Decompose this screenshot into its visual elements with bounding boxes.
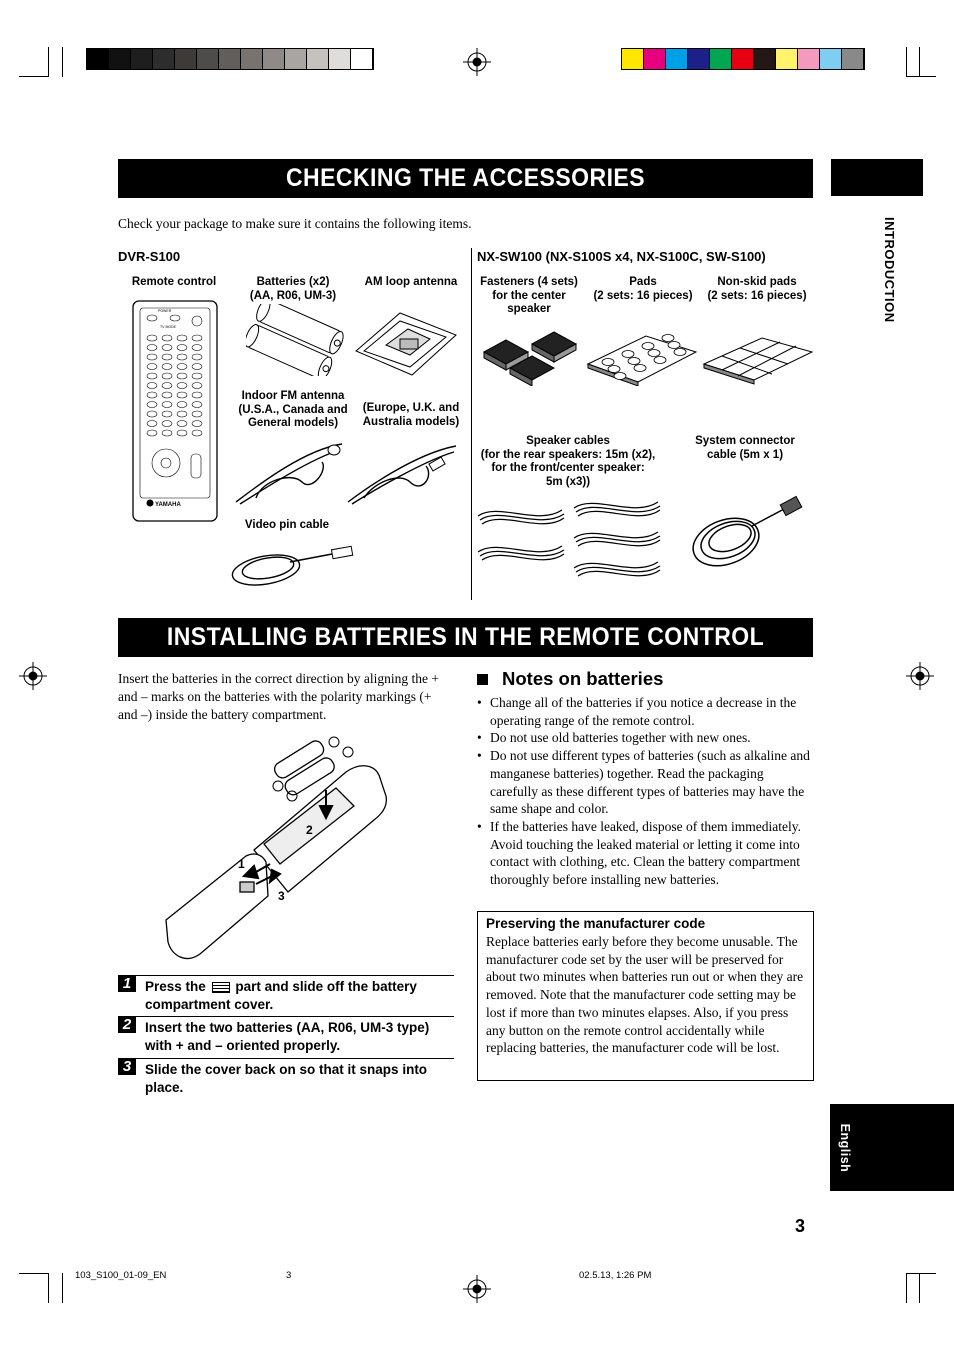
pad-icon — [668, 342, 680, 349]
batteries-label: Batteries (x2) (AA, R06, UM-3) — [249, 276, 337, 302]
pads-label: Pads (2 sets: 16 pieces) — [593, 276, 693, 302]
diagram-label-3: 3 — [278, 889, 285, 903]
pad-icon — [602, 359, 614, 366]
color-swatch — [798, 49, 820, 69]
step-2-text: Insert the two batteries (AA, R06, UM-3 type) with + and – oriented properly. — [145, 1020, 430, 1053]
nonskid-label: Non-skid pads (2 sets: 16 pieces) — [707, 276, 807, 302]
cover-grip-icon — [212, 982, 230, 993]
color-swatch — [622, 49, 644, 69]
step-divider — [118, 1016, 454, 1017]
pad-icon — [608, 366, 620, 373]
step-2-number: 2 — [118, 1016, 136, 1033]
speaker-cable-icon — [574, 562, 660, 576]
color-swatch — [153, 49, 175, 69]
color-swatch — [131, 49, 153, 69]
language-tab-label: English — [838, 1123, 852, 1173]
square-bullet-icon — [477, 674, 488, 685]
video-cable-illustration — [228, 534, 356, 590]
color-swatch — [307, 49, 329, 69]
pad-icon — [662, 335, 674, 342]
battery-install-diagram — [160, 732, 400, 972]
pad-icon — [614, 373, 626, 380]
color-swatch — [219, 49, 241, 69]
pad-icon — [654, 357, 666, 364]
color-swatch — [285, 49, 307, 69]
footer-file: 103_S100_01-09_EN — [75, 1270, 167, 1281]
fm-antenna-illustration — [232, 440, 347, 508]
video-cable-label: Video pin cable — [244, 519, 330, 531]
step-1-text: Press the part and slide off the battery compartment cover. — [145, 979, 417, 1012]
pad-icon — [642, 343, 654, 350]
notes-heading: Notes on batteries — [477, 668, 663, 690]
color-swatch — [754, 49, 776, 69]
color-swatch — [109, 49, 131, 69]
diagram-label-1: 1 — [238, 857, 245, 871]
color-swatch — [263, 49, 285, 69]
batteries-illustration — [246, 304, 346, 376]
note-item: • Do not use old batteries together with new ones. — [477, 729, 813, 747]
speaker-cable-icon — [574, 532, 660, 546]
pad-icon — [648, 350, 660, 357]
note-item: • Do not use different types of batteries (such as alkaline and manganese batteries) together. Read the packaging carefully as these different types of batteries may have the same shape and color. — [477, 747, 813, 818]
preserve-title: Preserving the manufacturer code — [486, 916, 706, 931]
intro-text: Check your package to make sure it contains the following items. — [118, 216, 472, 231]
pad-icon — [674, 349, 686, 356]
nxsw-title: NX-SW100 (NX-S100S x4, NX-S100C, SW-S100) — [477, 249, 766, 264]
step-3-text: Slide the cover back on so that it snaps into place. — [145, 1062, 428, 1095]
batteries-intro: Insert the batteries in the correct direction by aligning the + and – marks on the batteries with the polarity markings (+ and –) inside the battery compartment. — [118, 671, 440, 722]
footer-page: 3 — [286, 1270, 292, 1281]
color-swatch — [710, 49, 732, 69]
color-swatch — [776, 49, 798, 69]
dvr-title: DVR-S100 — [118, 249, 181, 264]
section-tab-label: INTRODUCTION — [882, 217, 897, 323]
color-swatch — [820, 49, 842, 69]
gray-calibration-bar — [86, 48, 374, 70]
nonskid-pads-illustration — [702, 330, 814, 388]
note-item: • Change all of the batteries if you notice a decrease in the operating range of the remote control. — [477, 694, 813, 729]
am-antenna-illustration — [350, 305, 462, 381]
accessories-heading: CHECKING THE ACCESSORIES — [118, 159, 813, 198]
notes-list — [477, 694, 813, 889]
footer-date: 02.5.13, 1:26 PM — [579, 1270, 652, 1281]
preserve-box — [477, 911, 814, 1081]
step-divider — [118, 1058, 454, 1059]
speaker-cables-illustration — [474, 494, 670, 590]
color-swatch — [688, 49, 710, 69]
color-swatch — [666, 49, 688, 69]
remote-control-illustration — [130, 298, 220, 524]
color-swatch — [87, 49, 109, 69]
color-swatch — [644, 49, 666, 69]
preserve-text: Replace batteries early before they become unusable. The manufacturer code set by the user will be preserved for about two minutes when batteries run out or when they are removed. Note that the manufacturer code setting may be lost if more than two minutes elapses. Also, if you press any button on the remote control accidentally while replacing batteries, the manufacturer code will be lost. — [486, 934, 804, 1056]
diagram-label-2: 2 — [306, 823, 313, 837]
speaker-cables-label: Speaker cables (for the rear speakers: 15m (x2), for the front/center speaker: 5m (x3)) — [480, 435, 656, 488]
fm-antenna-eu-label: (Europe, U.K. and Australia models) — [362, 402, 460, 428]
column-divider — [471, 248, 472, 600]
step-1-number: 1 — [118, 975, 136, 992]
pads-illustration — [586, 328, 698, 386]
color-swatch — [329, 49, 351, 69]
fasteners-label: Fasteners (4 sets) for the center speaker — [480, 276, 578, 315]
remote-brand-text: YAMAHA — [155, 502, 181, 508]
color-swatch — [351, 49, 373, 69]
step-3-number: 3 — [118, 1058, 136, 1075]
color-swatch — [241, 49, 263, 69]
color-swatch — [842, 49, 864, 69]
system-connector-illustration — [686, 494, 804, 572]
pad-icon — [628, 358, 640, 365]
remote-tv-text: TV MODE — [160, 325, 176, 329]
speaker-cable-icon — [574, 502, 660, 516]
note-item: • If the batteries have leaked, dispose of them immediately. Avoid touching the leaked material or letting it come into contact with clothing, etc. Clean the battery compartment thoroughly before installing new batteries. — [477, 818, 813, 889]
fasteners-illustration — [480, 322, 580, 386]
am-antenna-label: AM loop antenna — [364, 276, 458, 288]
remote-power-text: POWER — [158, 309, 172, 313]
page-number: 3 — [795, 1216, 806, 1236]
section-tab — [831, 159, 923, 196]
batteries-heading: INSTALLING BATTERIES IN THE REMOTE CONTROL — [118, 618, 813, 657]
fm-antenna-eu-illustration — [344, 440, 462, 508]
system-connector-label: System connector cable (5m x 1) — [695, 435, 795, 461]
pad-icon — [634, 365, 646, 372]
color-calibration-bar — [621, 48, 865, 70]
speaker-cable-icon — [478, 510, 564, 524]
step-divider — [118, 975, 454, 976]
color-swatch — [197, 49, 219, 69]
pad-icon — [622, 351, 634, 358]
color-swatch — [732, 49, 754, 69]
color-swatch — [175, 49, 197, 69]
speaker-cable-icon — [478, 546, 564, 560]
fm-antenna-label: Indoor FM antenna (U.S.A., Canada and General models) — [238, 390, 348, 429]
remote-label: Remote control — [131, 276, 217, 288]
